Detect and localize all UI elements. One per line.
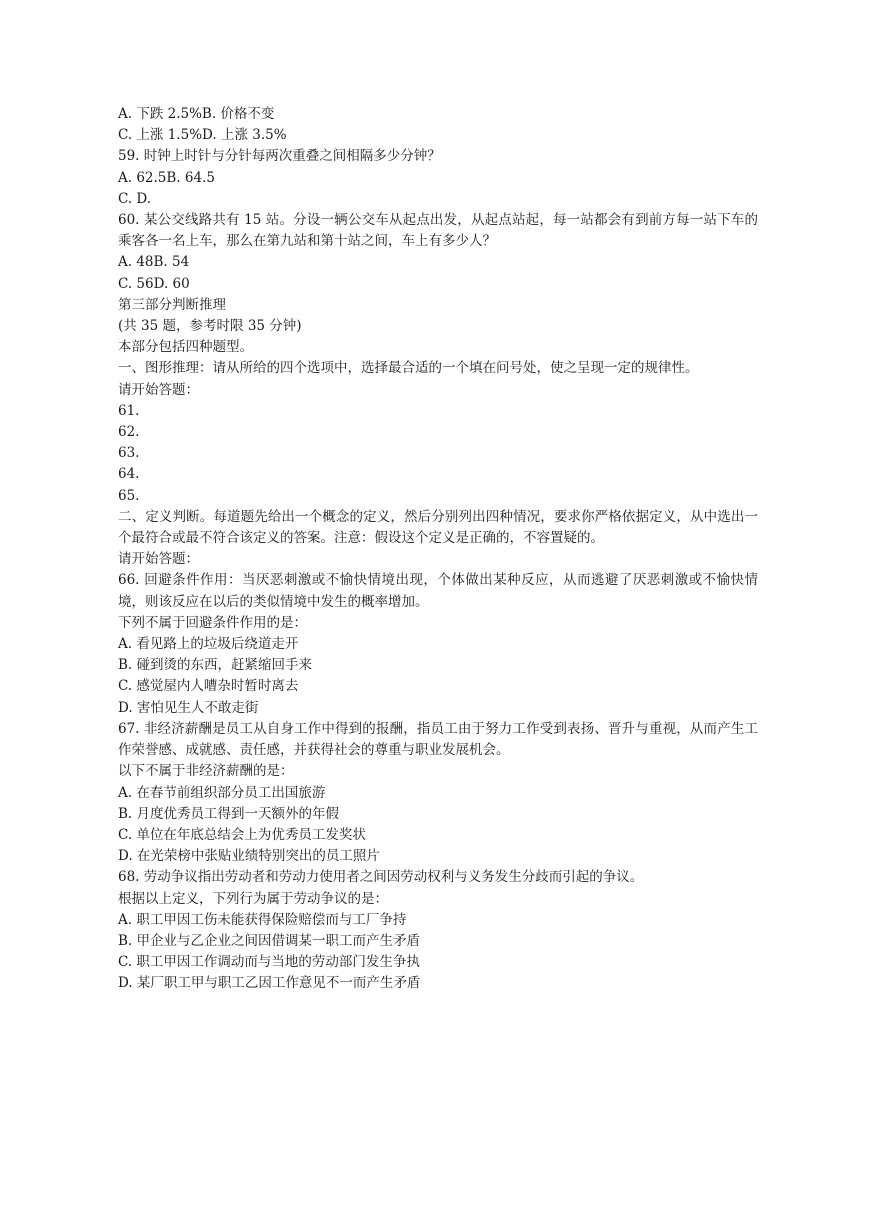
- text-line: C. 56D. 60: [118, 275, 190, 292]
- text-line: D. 在光荣榜中张贴业绩特别突出的员工照片: [118, 848, 380, 865]
- text-line: C. 感觉屋内人嘈杂时暂时离去: [118, 678, 299, 695]
- text-line: D. 某厂职工甲与职工乙因工作意见不一而产生矛盾: [118, 975, 421, 992]
- text-line: A. 职工甲因工伤未能获得保险赔偿而与工厂争持: [118, 911, 407, 928]
- text-line: A. 下跌 2.5%B. 价格不变: [118, 106, 275, 122]
- text-line: 一、图形推理：请从所给的四个选项中，选择最合适的一个填在问号处，使之呈现一定的规律性。: [118, 360, 699, 377]
- text-line: C. 上涨 1.5%D. 上涨 3.5%: [118, 127, 287, 144]
- text-line: 67. 非经济薪酬是员工从自身工作中得到的报酬，指员工由于努力工作受到表扬、晋升与重视，从而产生工作荣誉感、成就感、责任感，并获得社会的尊重与职业发展机会。: [118, 720, 758, 759]
- text-line: C. D.: [118, 190, 152, 207]
- text-line: 本部分包括四种题型。: [118, 339, 253, 356]
- text-line: A. 在春节前组织部分员工出国旅游: [118, 784, 326, 801]
- text-line: C. 单位在年底总结会上为优秀员工发奖状: [118, 826, 366, 843]
- text-line: 下列不属于回避条件作用的是：: [118, 614, 307, 631]
- text-line: 64.: [118, 466, 140, 483]
- text-line: D. 害怕见生人不敢走街: [118, 699, 259, 716]
- text-line: 二、定义判断。每道题先给出一个概念的定义，然后分别列出四种情况，要求你严格依据定义，从中选出一个最符合或最不符合该定义的答案。注意：假设这个定义是正确的，不容置疑的。: [118, 508, 758, 547]
- text-line: 请开始答题：: [118, 381, 199, 398]
- text-line: C. 职工甲因工作调动而与当地的劳动部门发生争执: [118, 954, 420, 971]
- text-line: 根据以上定义，下列行为属于劳动争议的是：: [118, 890, 388, 907]
- text-line: 65.: [118, 487, 140, 504]
- text-line: B. 碰到烫的东西，赶紧缩回手来: [118, 657, 313, 674]
- text-line: 62.: [118, 424, 140, 441]
- text-line: A. 48B. 54: [118, 254, 190, 271]
- text-line: B. 甲企业与乙企业之间因借调某一职工而产生矛盾: [118, 932, 421, 949]
- text-line: 60. 某公交线路共有 15 站。分设一辆公交车从起点出发，从起点站起，每一站都会有到前方每一站下车的乘客各一名上车，那么在第九站和第十站之间，车上有多少人？: [118, 212, 758, 250]
- document-page: [118, 104, 758, 995]
- text-line: A. 62.5B. 64.5: [118, 169, 215, 186]
- text-line: A. 看见路上的垃圾后绕道走开: [118, 636, 299, 653]
- text-line: 以下不属于非经济薪酬的是：: [118, 763, 294, 780]
- text-line: 请开始答题：: [118, 551, 199, 568]
- text-line: 59. 时钟上时针与分针每两次重叠之间相隔多少分钟？: [118, 148, 441, 165]
- text-line: B. 月度优秀员工得到一天额外的年假: [118, 805, 340, 822]
- text-line: (共 35 题，参考时限 35 分钟): [118, 318, 302, 335]
- text-line: 68. 劳动争议指出劳动者和劳动力使用者之间因劳动权利与义务发生分歧而引起的争议。: [118, 869, 644, 886]
- text-line: 63.: [118, 445, 140, 462]
- text-line: 61.: [118, 402, 140, 419]
- text-line: 66. 回避条件作用：当厌恶刺激或不愉快情境出现，个体做出某种反应，从而逃避了厌恶刺激或不愉快情境，则该反应在以后的类似情境中发生的概率增加。: [118, 572, 758, 610]
- text-line: 第三部分判断推理: [118, 296, 226, 313]
